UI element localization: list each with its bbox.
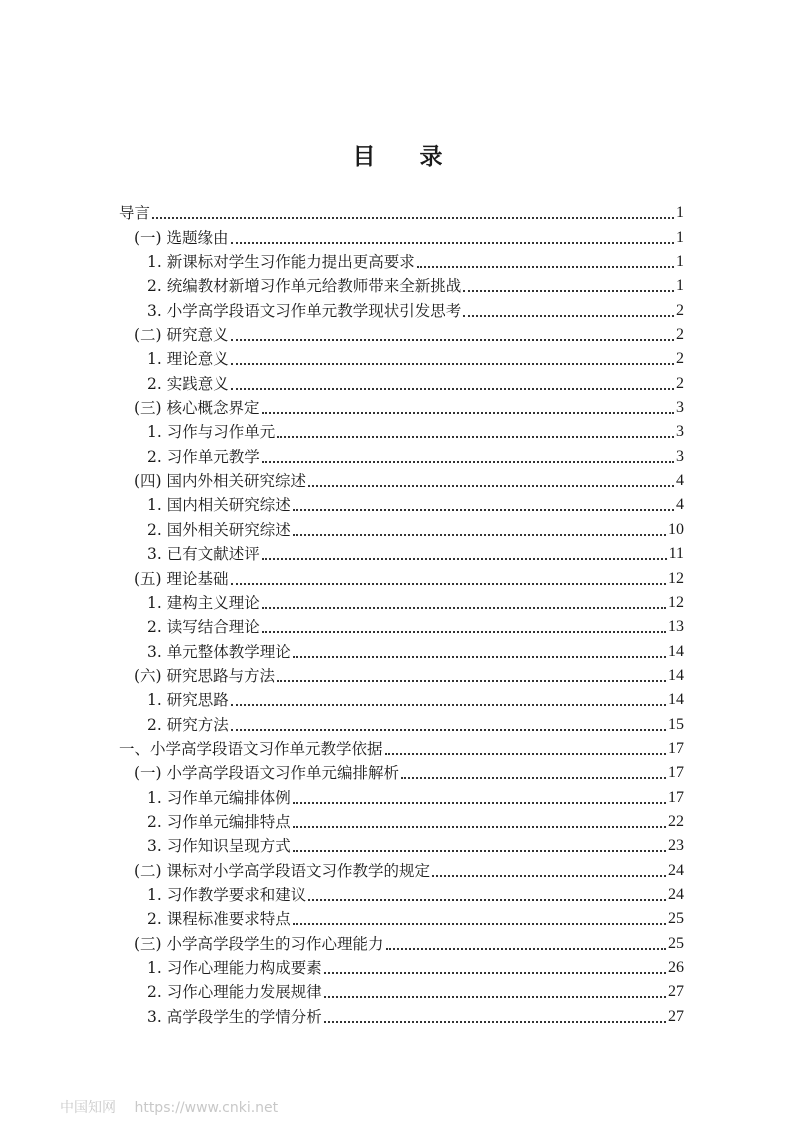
toc-entry[interactable] <box>119 394 684 418</box>
toc-entry-label: 2. 习作单元编排特点 <box>147 812 291 831</box>
toc-dot-leader <box>293 533 666 536</box>
toc-entry[interactable] <box>119 540 684 564</box>
toc-entry-label: (四) 国内外相关研究综述 <box>134 472 307 491</box>
toc-entry[interactable] <box>119 881 684 905</box>
toc-entry[interactable] <box>119 808 684 832</box>
toc-entry-page-number: 1 <box>676 204 684 222</box>
toc-entry[interactable] <box>119 759 684 783</box>
toc-entry-label: 2. 读写结合理论 <box>147 618 260 637</box>
toc-entry-label: 1. 理论意义 <box>147 350 229 369</box>
toc-dot-leader <box>385 752 666 755</box>
toc-entry-label: 1. 建构主义理论 <box>147 593 260 612</box>
toc-entry-page-number: 4 <box>676 472 684 490</box>
toc-dot-leader <box>308 484 674 487</box>
page-title: 目 录 <box>352 143 461 170</box>
toc-entry-page-number: 15 <box>668 715 684 733</box>
toc-entry-page-number: 24 <box>668 885 684 903</box>
toc-entry-page-number: 11 <box>668 545 684 563</box>
toc-dot-leader <box>293 655 666 658</box>
toc-entry-page-number: 2 <box>676 301 684 319</box>
toc-entry-label: 1. 国内相关研究综述 <box>147 496 291 515</box>
toc-entry-label: 一、小学高学段语文习作单元教学依据 <box>119 739 383 758</box>
toc-dot-leader <box>277 679 666 682</box>
toc-entry[interactable] <box>119 686 684 710</box>
toc-entry-label: (二) 课标对小学高学段语文习作教学的规定 <box>134 861 431 880</box>
toc-dot-leader <box>262 411 674 414</box>
toc-entry-page-number: 2 <box>676 326 684 344</box>
toc-dot-leader <box>432 874 666 877</box>
toc-entry-page-number: 12 <box>668 593 684 611</box>
toc-entry-label: 1. 习作单元编排体例 <box>147 788 291 807</box>
toc-entry-label: (一) 小学高学段语文习作单元编排解析 <box>134 764 400 783</box>
toc-entry[interactable] <box>119 613 684 637</box>
toc-entry-page-number: 3 <box>676 423 684 441</box>
toc-entry[interactable] <box>119 515 684 539</box>
toc-dot-leader <box>231 387 674 390</box>
toc-entry[interactable] <box>119 662 684 686</box>
toc-entry[interactable] <box>119 929 684 953</box>
toc-dot-leader <box>231 582 666 585</box>
toc-entry-page-number: 27 <box>668 983 684 1001</box>
toc-entry-page-number: 25 <box>668 934 684 952</box>
toc-entry-label: 2. 习作心理能力发展规律 <box>147 983 322 1002</box>
toc-entry-page-number: 3 <box>676 399 684 417</box>
toc-dot-leader <box>231 338 674 341</box>
toc-entry-page-number: 13 <box>668 618 684 636</box>
toc-entry-label: 2. 研究方法 <box>147 715 229 734</box>
toc-entry-label: 2. 课程标准要求特点 <box>147 910 291 929</box>
toc-entry-page-number: 17 <box>668 764 684 782</box>
toc-dot-leader <box>293 508 674 511</box>
toc-entry-page-number: 2 <box>676 350 684 368</box>
toc-entry-page-number: 14 <box>668 666 684 684</box>
toc-dot-leader <box>463 289 674 292</box>
toc-dot-leader <box>231 241 674 244</box>
toc-entry[interactable] <box>119 856 684 880</box>
toc-entry-page-number: 1 <box>676 228 684 246</box>
toc-entry[interactable] <box>119 491 684 515</box>
toc-entry[interactable] <box>119 905 684 929</box>
toc-entry-label: 3. 小学高学段语文习作单元教学现状引发思考 <box>147 301 462 320</box>
toc-entry[interactable] <box>119 735 684 759</box>
toc-entry-page-number: 1 <box>676 277 684 295</box>
watermark-site-name: 中国知网 <box>60 1100 116 1116</box>
toc-entry-page-number: 12 <box>668 569 684 587</box>
toc-entry-label: 3. 单元整体教学理论 <box>147 642 291 661</box>
toc-entry-label: (六) 研究思路与方法 <box>134 666 276 685</box>
toc-dot-leader <box>463 314 674 317</box>
watermark <box>60 1097 292 1117</box>
toc-entry-page-number: 26 <box>668 959 684 976</box>
toc-dot-leader <box>417 265 674 268</box>
toc-entry-label: 2. 国外相关研究综述 <box>147 520 291 539</box>
toc-entry-page-number: 17 <box>668 739 684 757</box>
toc-entry-label: 1. 习作与习作单元 <box>147 423 276 442</box>
toc-entry-label: (二) 研究意义 <box>134 326 229 345</box>
toc-entry-label: 2. 统编教材新增习作单元给教师带来全新挑战 <box>147 277 462 296</box>
table-of-contents <box>119 199 684 1027</box>
toc-dot-leader <box>262 557 667 560</box>
toc-entry-page-number: 3 <box>676 447 684 465</box>
toc-dot-leader <box>293 849 666 852</box>
toc-dot-leader <box>231 362 674 365</box>
toc-dot-leader <box>277 435 674 438</box>
toc-entry-label: 1. 新课标对学生习作能力提出更高要求 <box>147 253 415 272</box>
toc-entry[interactable] <box>119 345 684 369</box>
toc-entry-page-number: 14 <box>668 642 684 660</box>
toc-dot-leader <box>293 922 666 925</box>
toc-dot-leader <box>231 728 666 731</box>
toc-dot-leader <box>293 825 666 828</box>
toc-entry[interactable] <box>119 710 684 734</box>
toc-dot-leader <box>262 460 674 463</box>
toc-entry-page-number: 24 <box>668 861 684 879</box>
toc-entry-label: (五) 理论基础 <box>134 569 229 588</box>
toc-entry[interactable] <box>119 467 684 491</box>
toc-dot-leader <box>262 630 666 633</box>
toc-dot-leader <box>324 971 666 974</box>
toc-entry[interactable] <box>119 442 684 466</box>
toc-dot-leader <box>308 898 666 901</box>
toc-entry[interactable] <box>119 637 684 661</box>
toc-entry[interactable] <box>119 564 684 588</box>
toc-entry[interactable] <box>119 783 684 807</box>
toc-entry[interactable] <box>119 296 684 320</box>
toc-dot-leader <box>262 606 666 609</box>
toc-entry-page-number: 17 <box>668 788 684 806</box>
toc-entry-page-number: 27 <box>668 1007 684 1025</box>
toc-entry-label: 3. 习作知识呈现方式 <box>147 837 291 856</box>
toc-entry-label: 2. 习作单元教学 <box>147 447 260 466</box>
toc-dot-leader <box>324 995 666 998</box>
toc-dot-leader <box>324 1020 666 1023</box>
toc-entry-label: (三) 核心概念界定 <box>134 399 260 418</box>
toc-entry-label: 2. 实践意义 <box>147 374 229 393</box>
toc-entry[interactable] <box>119 832 684 856</box>
toc-entry[interactable] <box>119 418 684 442</box>
toc-entry[interactable] <box>119 1002 684 1026</box>
toc-entry[interactable] <box>119 199 684 223</box>
watermark-url: https://www.cnki.net <box>134 1100 279 1116</box>
toc-entry-page-number: 1 <box>676 253 684 271</box>
toc-entry-page-number: 4 <box>676 496 684 514</box>
toc-entry-label: 1. 研究思路 <box>147 691 229 710</box>
toc-dot-leader <box>293 801 666 804</box>
toc-entry[interactable] <box>119 248 684 272</box>
toc-entry-label: 导言 <box>119 204 151 223</box>
toc-entry-page-number: 14 <box>668 691 684 709</box>
toc-entry[interactable] <box>119 954 684 978</box>
toc-entry-label: 3. 已有文献述评 <box>147 545 260 564</box>
toc-entry-label: 3. 高学段学生的学情分析 <box>147 1007 322 1026</box>
toc-entry-page-number: 22 <box>668 812 684 830</box>
toc-entry-page-number: 23 <box>668 837 684 855</box>
toc-dot-leader <box>401 776 666 779</box>
toc-dot-leader <box>152 216 674 219</box>
toc-entry-label: (三) 小学高学段学生的习作心理能力 <box>134 934 384 953</box>
toc-entry-page-number: 10 <box>668 520 684 538</box>
toc-entry[interactable] <box>119 589 684 613</box>
toc-entry-page-number: 2 <box>676 374 684 392</box>
toc-dot-leader <box>386 947 666 950</box>
toc-entry[interactable] <box>119 369 684 393</box>
toc-entry-label: (一) 选题缘由 <box>134 228 229 247</box>
toc-entry[interactable] <box>119 272 684 296</box>
toc-entry-label: 1. 习作心理能力构成要素 <box>147 959 322 977</box>
toc-entry[interactable] <box>119 223 684 247</box>
toc-entry[interactable] <box>119 321 684 345</box>
toc-dot-leader <box>231 703 666 706</box>
toc-entry[interactable] <box>119 978 684 1002</box>
toc-entry-page-number: 25 <box>668 910 684 928</box>
toc-entry-label: 1. 习作教学要求和建议 <box>147 885 307 904</box>
